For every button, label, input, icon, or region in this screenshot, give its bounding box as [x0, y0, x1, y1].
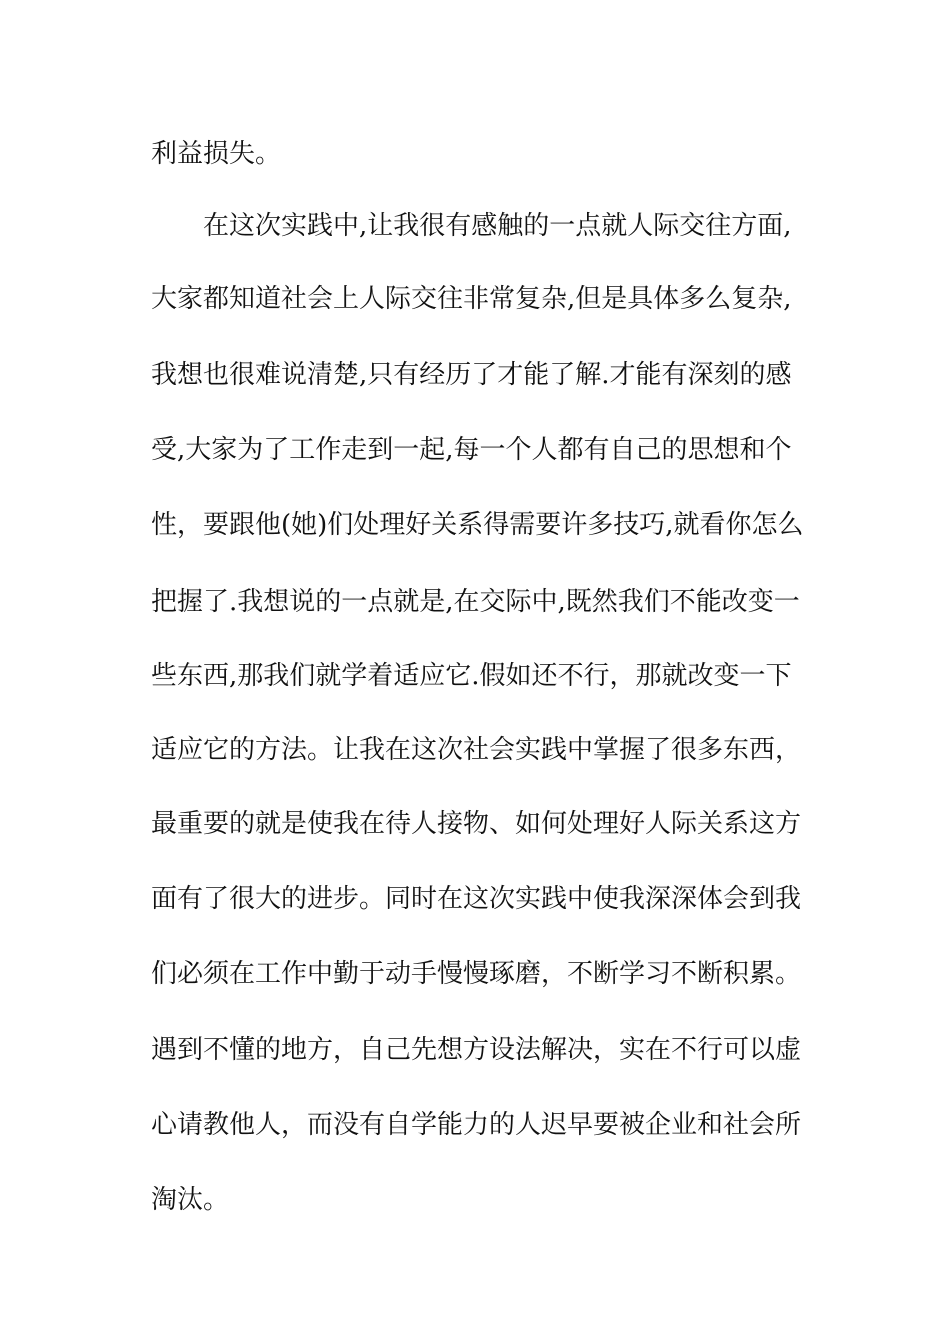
- text-line: 些东西,那我们就学着适应它.假如还不行，那就改变一下: [151, 661, 792, 691]
- text-line: 面有了很大的进步。同时在这次实践中使我深深体会到我: [151, 884, 802, 914]
- text-line: 利益损失。: [151, 139, 282, 169]
- text-line: 们必须在工作中勤于动手慢慢琢磨，不断学习不断积累。: [151, 959, 802, 989]
- text-line: 淘汰。: [151, 1185, 230, 1215]
- text-line: 大家都知道社会上人际交往非常复杂,但是具体多么复杂,: [151, 284, 792, 314]
- text-line: 受,大家为了工作走到一起,每一个人都有自己的思想和个: [151, 435, 792, 465]
- text-line: 遇到不懂的地方，自己先想方设法解决，实在不行可以虚: [151, 1035, 802, 1065]
- text-line: 性，要跟他(她)们处理好关系得需要许多技巧,就看你怎么: [151, 510, 804, 540]
- text-line: 心请教他人，而没有自学能力的人迟早要被企业和社会所: [151, 1110, 802, 1140]
- text-line: 适应它的方法。让我在这次社会实践中掌握了很多东西，: [151, 735, 802, 765]
- text-line: 我想也很难说清楚,只有经历了才能了解.才能有深刻的感: [151, 360, 792, 390]
- text-line: 最重要的就是使我在待人接物、如何处理好人际关系这方: [151, 809, 802, 839]
- paragraph-first-line: 在这次实践中,让我很有感触的一点就人际交往方面,: [203, 211, 792, 241]
- text-line: 把握了.我想说的一点就是,在交际中,既然我们不能改变一: [151, 587, 800, 617]
